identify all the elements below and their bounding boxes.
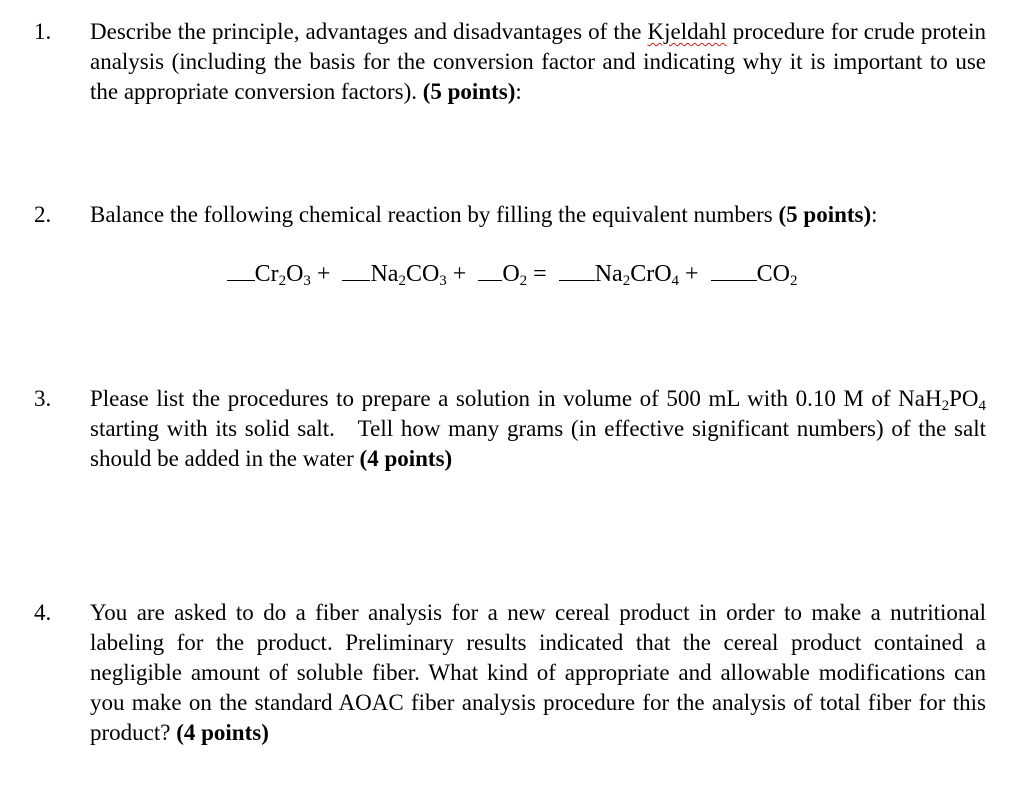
question-3: [34, 384, 992, 479]
q1-tail: :: [515, 79, 522, 104]
question-2-text: [90, 200, 986, 230]
question-3-number: 3.: [34, 386, 52, 411]
q1-kjeldahl-word: Kjeldahl: [647, 19, 727, 44]
q1-text-b: procedure for crude protein analysis (including the basis for the conversion factor and indicating why it is important to use the appropriate conversion factors).: [90, 19, 986, 104]
q4-text: You are asked to do a fiber analysis for a new cereal product in order to make a nutritional labeling for the product. Preliminary results indicated that the cereal product contained a negligible amount of soluble fiber. What kind of appropriate and allowable modifications can you make on the standard AOAC fiber analysis procedure for the analysis of total fiber for this product?: [90, 600, 986, 745]
q3-points: (4 points): [359, 446, 453, 471]
q2-text: Balance the following chemical reaction by filling the equivalent numbers: [90, 202, 779, 227]
q2-tail: :: [871, 202, 878, 227]
question-1-text: [90, 17, 986, 107]
q3-sub-2: 4: [978, 398, 986, 414]
question-4-number: 4.: [34, 600, 52, 625]
question-1-number: 1.: [34, 19, 52, 44]
blank-coefficient-3[interactable]: [478, 258, 502, 281]
blank-coefficient-1[interactable]: [227, 258, 255, 281]
q3-text-b: PO: [949, 386, 979, 411]
question-1: [34, 17, 986, 112]
blank-coefficient-5[interactable]: [711, 258, 757, 281]
q1-text-a: Describe the principle, advantages and disadvantages of the: [90, 19, 648, 44]
blank-coefficient-4[interactable]: [559, 258, 595, 281]
q2-points: (5 points): [778, 202, 872, 227]
question-4: [34, 598, 986, 758]
chemical-equation: $Cr_2O_3 + Na_2CO_3 + O_2 = Na_2CrO_4 + CO_2$: [0, 258, 1024, 289]
question-4-text: [90, 598, 986, 748]
q3-sub-1: 2: [941, 398, 950, 414]
q3-text-c: starting with its solid salt. Tell how many grams (in effective significant numbers) of the salt should be added in the water: [90, 386, 992, 471]
question-3-text: [90, 384, 992, 474]
blank-coefficient-2[interactable]: [342, 258, 370, 281]
q4-points: (4 points): [176, 720, 269, 745]
question-2: [34, 200, 986, 232]
question-2-number: 2.: [34, 202, 52, 227]
q3-text-a: Please list the procedures to prepare a solution in volume of 500 mL with 0.10 M of NaH: [90, 386, 942, 411]
q1-points: (5 points): [422, 79, 516, 104]
